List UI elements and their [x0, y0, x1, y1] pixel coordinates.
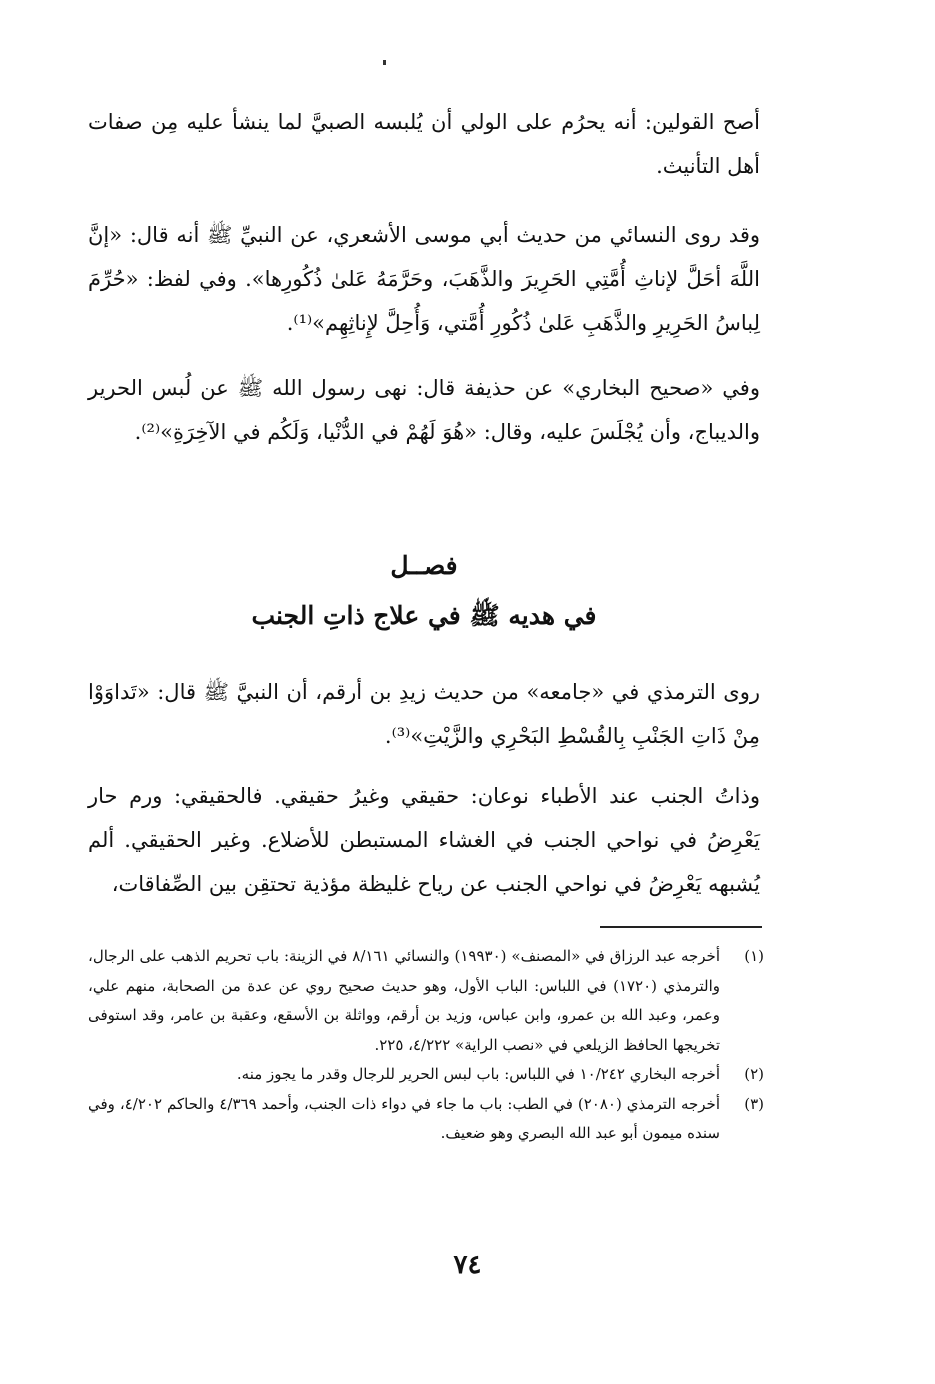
paragraph-bukhari-hadith: وفي «صحيح البخاري» عن حذيفة قال: نهى رسول الله ﷺ عن لُبس الحرير والديباج، وأن يُجْلَسَ عليه، وقال: «هُوَ لَهُمْ في الدُّنْيا، وَلَكُم في الآخِرَةِ»⁽²⁾.: [88, 376, 760, 444]
page-number: ٧٤: [453, 1250, 482, 1280]
footnote-number: (١): [744, 947, 764, 965]
footnote-separator: [600, 926, 762, 928]
paragraph-nasai-hadith: وقد روى النسائي من حديث أبي موسى الأشعري، عن النبيِّ ﷺ أنه قال: «إنَّ اللَّهَ أحَلَّ لإناثِ أُمَّتِي الحَرِيرَ والذَّهَبَ، وحَرَّمَهُ عَلىٰ ذُكُورِها». وفي لفظ: «حُرِّمَ لِباسُ الحَرِيرِ والذَّهَبِ عَلىٰ ذُكُورِ أُمَّتي، وَأُحِلَّ لإِناثِهِم»⁽¹⁾.: [88, 223, 760, 335]
paragraph-pleurisy-definition: وذاتُ الجنب عند الأطباء نوعان: حقيقي وغيرُ حقيقي. فالحقيقي: ورم حار يَعْرِضُ في نواحي الجنب في الغشاء المستبطن للأضلاع. وغير الحقيقي. ألم يُشبهه يَعْرِضُ في نواحي الجنب عن رياح غليظة مؤذية تحتقِن بين الصِّفاقات،: [88, 784, 760, 896]
footnote-number: (٣): [744, 1094, 764, 1113]
footnote-2: [88, 1060, 764, 1090]
footnote-3: [88, 1090, 764, 1149]
section-label: فصــل: [390, 551, 458, 580]
footnote-number: (٢): [744, 1065, 764, 1083]
footnotes: [88, 942, 764, 1149]
section-title: في هديه ﷺ في علاج ذاتِ الجنب: [251, 601, 597, 630]
top-ink-mark: [383, 60, 386, 65]
footnote-text: أخرجه البخاري ١٠/٢٤٢ في اللباس: باب لبس الحرير للرجال وقدر ما يجوز منه.: [236, 1065, 720, 1083]
footnote-text: أخرجه عبد الرزاق في «المصنف» (١٩٩٣٠) والنسائي ٨/١٦١ في الزينة: باب تحريم الذهب على الرجال، والترمذي (١٧٢٠) في اللباس: الباب الأول، وهو حديث صحيح روي عن عدة من الصحابة، منهم علي، وعمر، وعبد الله بن عمرو، وابن عباس، وزيد بن أرقم، وواثلة بن الأسقع، وعقبة بن عامر، وقد استوفى تخريجها الحافظ الزيلعي في «نصب الراية» ٤/٢٢٢، ٢٢٥.: [88, 947, 720, 1054]
paragraph-ruling-on-silk-for-boys: أصح القولين: أنه يحرُم على الولي أن يُلبسه الصبيَّ لما ينشأ عليه مِن صفات أهل التأنيث.: [88, 110, 760, 178]
footnote-text: أخرجه الترمذي (٢٠٨٠) في الطب: باب ما جاء في دواء ذات الجنب، وأحمد ٤/٣٦٩ والحاكم ٤/٢٠٢، وفي سنده ميمون أبو عبد الله البصري وهو ضعيف.: [88, 1094, 720, 1142]
footnote-1: [88, 942, 764, 1060]
paragraph-tirmidhi-hadith: روى الترمذي في «جامعه» من حديث زيدِ بن أرقم، أن النبيَّ ﷺ قال: «تَداوَوْا مِنْ ذَاتِ الجَنْبِ بِالقُسْطِ البَحْرِي والزَّيْتِ»⁽³⁾.: [88, 680, 760, 748]
